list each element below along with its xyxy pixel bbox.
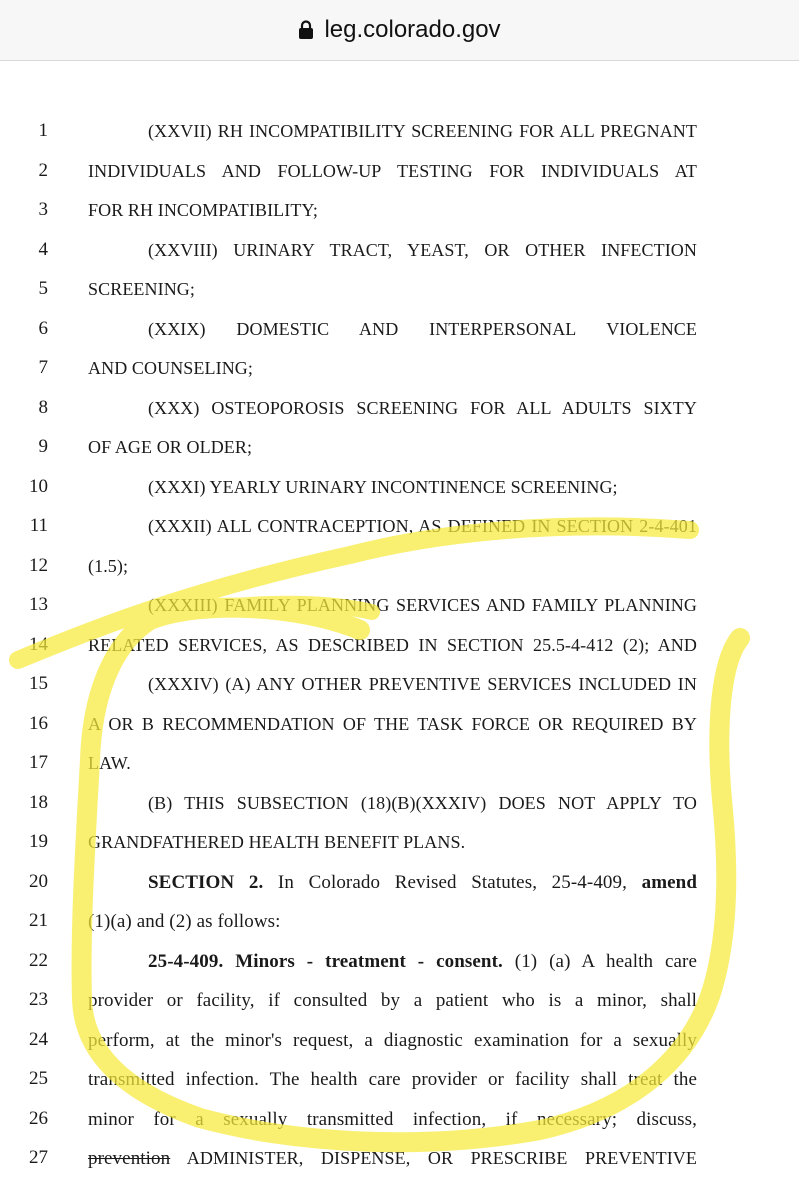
text-segment: (1.5); [88, 555, 129, 576]
line-text [88, 1143, 697, 1173]
document-line [0, 235, 799, 265]
text-segment: prevention [88, 1148, 171, 1169]
line-text [88, 748, 131, 778]
line-number: 19 [29, 831, 48, 852]
document-line [0, 1143, 799, 1173]
line-number: 15 [29, 673, 48, 694]
line-number: 9 [38, 436, 48, 457]
line-number: 2 [38, 159, 48, 181]
line-text [148, 235, 697, 265]
line-text [148, 472, 618, 502]
line-number: 5 [38, 278, 48, 299]
line-text [88, 709, 697, 739]
text-segment: (1)(a) and (2) as follows: [88, 911, 281, 932]
line-text [88, 551, 128, 581]
document-line [0, 393, 799, 423]
document-line [0, 630, 799, 660]
text-segment: (XXX) OSTEOPOROSIS SCREENING FOR ALL ADULTS SIXTY [148, 397, 697, 418]
line-text [148, 946, 697, 976]
line-number: 4 [38, 238, 48, 260]
text-segment: FOR RH INCOMPATIBILITY; [88, 200, 319, 220]
line-text [88, 1104, 697, 1134]
document-line [0, 590, 799, 620]
document-line [0, 432, 799, 462]
text-segment: ADMINISTER, DISPENSE, OR PRESCRIBE PREVENTIVE [170, 1148, 697, 1168]
text-segment: amend [641, 871, 697, 893]
text-segment: (XXXIV) (A) ANY OTHER PREVENTIVE SERVICES INCLUDED IN [148, 674, 697, 694]
line-text [88, 1064, 697, 1094]
document-line [0, 867, 799, 897]
line-number: 8 [38, 396, 48, 418]
line-text [88, 274, 195, 304]
line-text [88, 985, 697, 1015]
text-segment: (XXVIII) URINARY TRACT, YEAST, OR OTHER INFECTION [148, 239, 697, 260]
line-number: 13 [29, 594, 48, 615]
text-segment: provider or facility, if consulted by a patient who is a minor, shall [88, 990, 697, 1011]
line-number: 21 [29, 910, 48, 931]
document-line [0, 1104, 799, 1134]
line-number: 23 [29, 989, 48, 1010]
document-line [0, 116, 799, 146]
text-segment: SCREENING; [88, 279, 196, 299]
document-line [0, 274, 799, 304]
document-line [0, 472, 799, 502]
document-line [0, 748, 799, 778]
line-number: 27 [29, 1147, 48, 1168]
line-number: 25 [29, 1068, 48, 1089]
document-line [0, 314, 799, 344]
line-text [88, 353, 253, 383]
document-line [0, 985, 799, 1015]
document-line [0, 1064, 799, 1094]
text-segment: SECTION 2. [148, 871, 264, 893]
url-text: leg.colorado.gov [324, 16, 501, 43]
line-text [88, 630, 697, 660]
line-number: 1 [38, 120, 48, 141]
line-number: 7 [38, 357, 48, 378]
text-segment: minor for a sexually transmitted infection, if necessary; discuss, [88, 1108, 697, 1130]
document-line [0, 1025, 799, 1055]
line-text [148, 393, 697, 423]
line-text [88, 906, 281, 936]
text-segment: transmitted infection. The health care provider or facility shall treat the [88, 1069, 697, 1090]
line-text [88, 1025, 697, 1055]
line-number: 20 [29, 870, 48, 892]
document-line [0, 551, 799, 581]
line-text [148, 669, 697, 699]
document-line [0, 709, 799, 739]
text-segment: (B) THIS SUBSECTION (18)(B)(XXXIV) DOES NOT APPLY TO [148, 792, 697, 813]
document-line [0, 669, 799, 699]
line-number: 6 [38, 317, 48, 339]
text-segment: (1) (a) A health care [502, 950, 697, 972]
line-text [88, 432, 252, 462]
line-text [148, 867, 697, 897]
text-segment: INDIVIDUALS AND FOLLOW-UP TESTING FOR INDIVIDUALS AT [88, 160, 697, 181]
line-text [88, 827, 465, 857]
text-segment: (XXXI) YEARLY URINARY INCONTINENCE SCREENING; [148, 476, 618, 497]
text-segment: RELATED SERVICES, AS DESCRIBED IN SECTION 25.5-4-412 (2); AND [88, 634, 697, 655]
line-number: 22 [29, 949, 48, 971]
line-number: 3 [38, 199, 48, 220]
text-segment: A OR B RECOMMENDATION OF THE TASK FORCE OR REQUIRED BY [88, 713, 697, 734]
text-segment: LAW. [88, 753, 131, 773]
line-number: 16 [29, 712, 48, 734]
line-text [148, 314, 697, 344]
document-line [0, 827, 799, 857]
document-line [0, 906, 799, 936]
document-line [0, 788, 799, 818]
text-segment: (XXXII) ALL CONTRACEPTION, AS DEFINED IN SECTION 2-4-401 [148, 516, 697, 536]
document-line [0, 511, 799, 541]
document-line [0, 946, 799, 976]
text-segment: GRANDFATHERED HEALTH BENEFIT PLANS. [88, 832, 466, 852]
line-number: 18 [29, 791, 48, 813]
line-number: 17 [29, 752, 48, 773]
line-number: 24 [29, 1028, 48, 1050]
text-segment: AND COUNSELING; [88, 358, 253, 378]
line-text [148, 511, 697, 541]
line-text [148, 116, 697, 146]
line-number: 12 [29, 554, 48, 576]
text-segment: In Colorado Revised Statutes, 25-4-409, [263, 871, 642, 893]
line-text [148, 788, 697, 818]
line-number: 10 [29, 475, 48, 497]
text-segment: OF AGE OR OLDER; [88, 437, 253, 457]
text-segment: (XXVII) RH INCOMPATIBILITY SCREENING FOR ALL PREGNANT [148, 121, 697, 141]
document-line [0, 195, 799, 225]
text-segment: (XXIX) DOMESTIC AND INTERPERSONAL VIOLENCE [148, 318, 697, 339]
document-line [0, 353, 799, 383]
document-line [0, 156, 799, 186]
line-number: 26 [29, 1107, 48, 1129]
text-segment: (XXXIII) FAMILY PLANNING SERVICES AND FAMILY PLANNING [148, 595, 697, 615]
line-text [148, 590, 697, 620]
text-segment: perform, at the minor's request, a diagnostic examination for a sexually [88, 1029, 697, 1051]
line-number: 14 [29, 633, 48, 655]
line-text [88, 156, 697, 186]
line-number: 11 [29, 515, 48, 536]
line-text [88, 195, 318, 225]
text-segment: 25-4-409. Minors - treatment - consent. [148, 950, 503, 972]
